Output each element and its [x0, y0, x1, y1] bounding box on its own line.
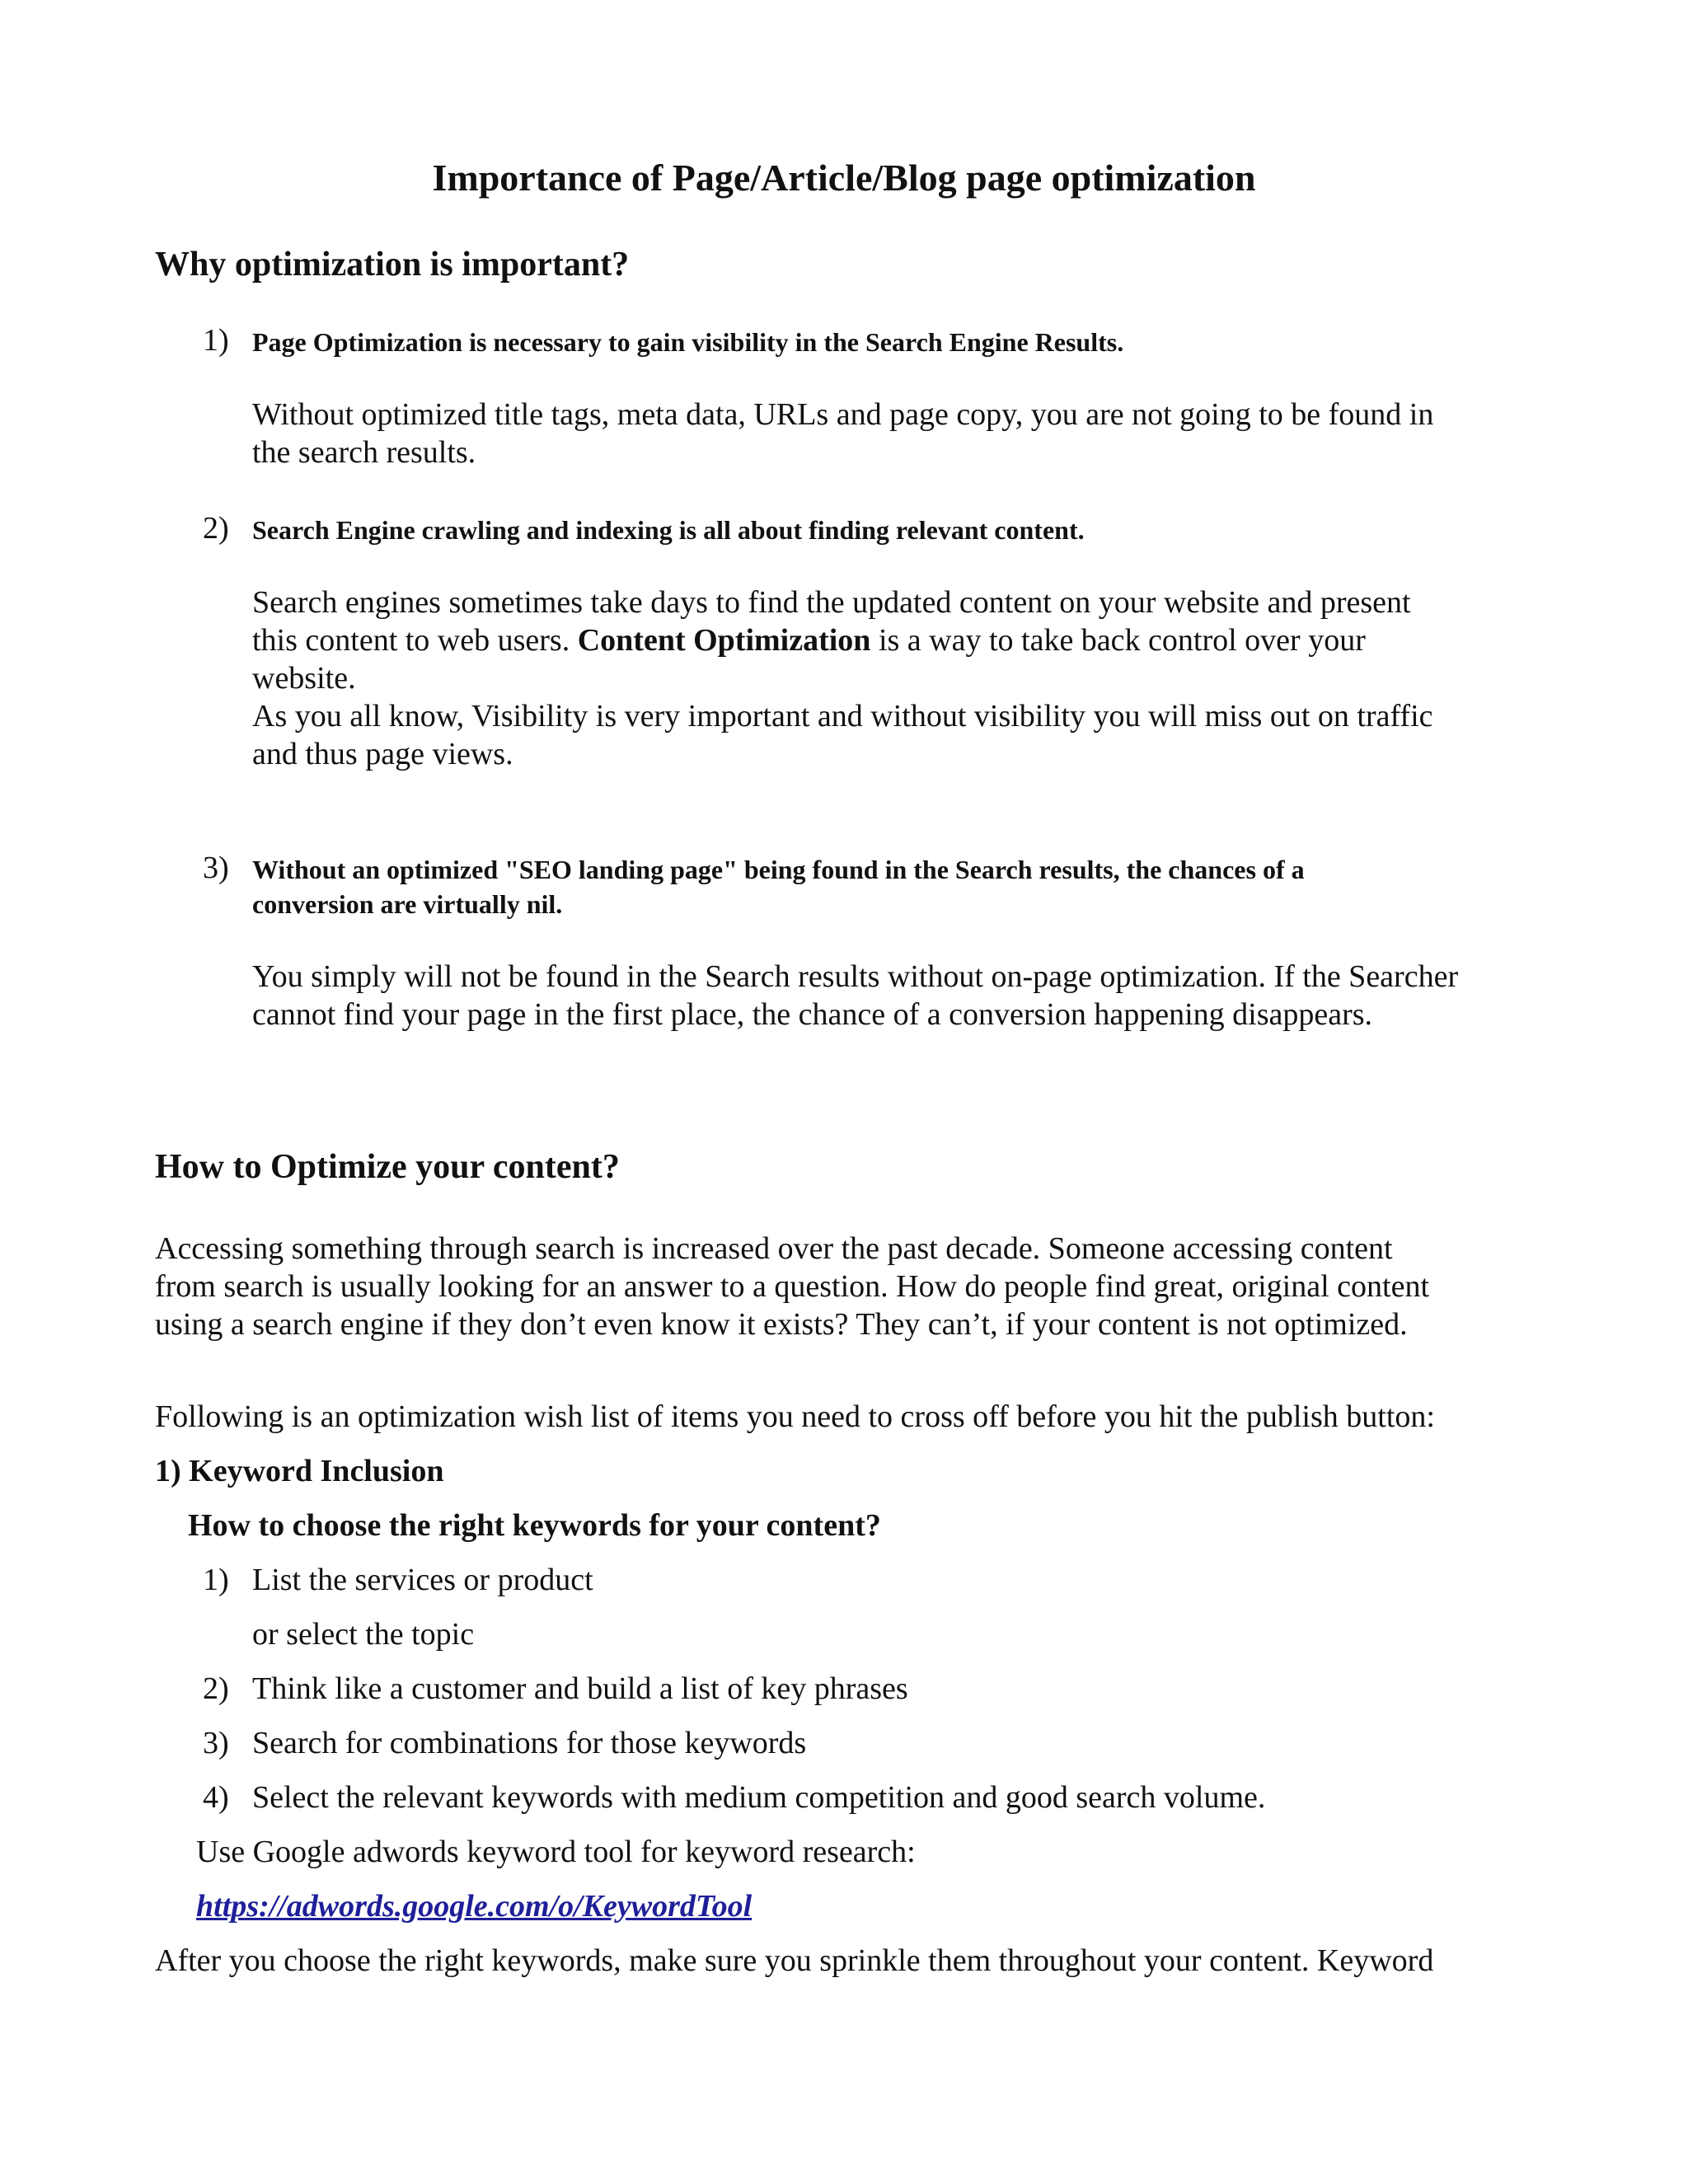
section-heading-why: Why optimization is important?: [155, 246, 630, 284]
item-number: 2): [203, 511, 229, 546]
step-text: or select the topic: [252, 1617, 475, 1652]
item-lead: Page Optimization is necessary to gain visibility in the Search Engine Results.: [252, 327, 1124, 357]
item-body-line: and thus page views.: [252, 737, 513, 771]
paragraph-line: Following is an optimization wish list of items you need to cross off before you hit the publish button:: [155, 1399, 1435, 1434]
step-text: Select the relevant keywords with medium competition and good search volume.: [252, 1780, 1266, 1815]
item-lead: Without an optimized "SEO landing page" being found in the Search results, the chances of a: [252, 855, 1305, 884]
step-number: 3): [203, 1726, 229, 1760]
closing-paragraph-line: After you choose the right keywords, make sure you sprinkle them throughout your content. Keyword: [155, 1943, 1434, 1978]
paragraph-line: from search is usually looking for an answer to a question. How do people find great, original content: [155, 1269, 1429, 1304]
item-number: 1): [203, 323, 229, 358]
item-body-line: Without optimized title tags, meta data, URLs and page copy, you are not going to be found in: [252, 397, 1434, 432]
step-text: List the services or product: [252, 1563, 593, 1597]
step-text: Think like a customer and build a list of key phrases: [252, 1671, 908, 1706]
item-body-line: You simply will not be found in the Search results without on-page optimization. If the Searcher: [252, 959, 1459, 994]
keyword-inclusion-heading: 1) Keyword Inclusion: [155, 1454, 444, 1488]
paragraph-line: Accessing something through search is increased over the past decade. Someone accessing content: [155, 1231, 1393, 1266]
content-optimization-bold: Content Optimization: [577, 623, 871, 658]
item-body-line: cannot find your page in the first place, the chance of a conversion happening disappears.: [252, 997, 1373, 1032]
page-title: Importance of Page/Article/Blog page optimization: [432, 157, 1256, 199]
step-number: 1): [203, 1563, 229, 1597]
keyword-tool-link[interactable]: https://adwords.google.com/o/KeywordTool: [196, 1889, 753, 1924]
keyword-subheading: How to choose the right keywords for your content?: [188, 1508, 881, 1543]
item-body-line: As you all know, Visibility is very important and without visibility you will miss out on traffic: [252, 699, 1433, 733]
item-lead: conversion are virtually nil.: [252, 889, 563, 919]
item-number: 3): [203, 851, 229, 885]
item-body-line: website.: [252, 661, 356, 696]
step-text: Search for combinations for those keywords: [252, 1726, 807, 1760]
paragraph-line: using a search engine if they don’t even know it exists? They can’t, if your content is not optimized.: [155, 1307, 1408, 1342]
item-body-line: Search engines sometimes take days to find the updated content on your website and present: [252, 585, 1411, 620]
step-number: 4): [203, 1780, 229, 1815]
tool-text: Use Google adwords keyword tool for keyword research:: [196, 1835, 916, 1869]
item-body-line: [252, 621, 1366, 659]
step-number: 2): [203, 1671, 229, 1706]
body-text: this content to web users.: [252, 623, 578, 658]
section-heading-how: How to Optimize your content?: [155, 1148, 620, 1186]
item-body-line: the search results.: [252, 435, 476, 470]
item-lead: Search Engine crawling and indexing is all about finding relevant content.: [252, 515, 1085, 545]
body-text: is a way to take back control over your: [870, 623, 1366, 658]
